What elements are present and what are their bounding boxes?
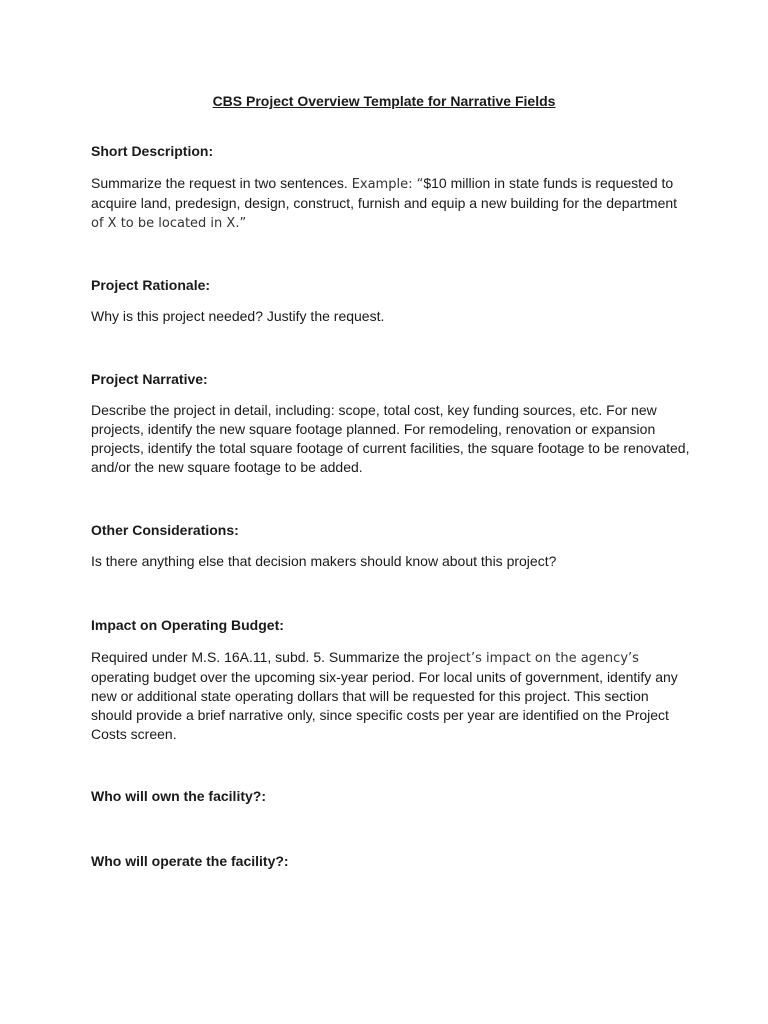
section-body: Why is this project needed? Justify the request.: [91, 308, 385, 324]
body-text: in state funds is requested to acquire land, predesign, design, construct, furnish and equip a new building for the department: [91, 175, 678, 211]
section-heading: Impact on Operating Budget:: [91, 617, 284, 633]
example-text: Example: “: [351, 177, 424, 192]
section-heading: Project Narrative:: [91, 371, 208, 387]
section-body: [91, 174, 691, 233]
section-facility-operator: [91, 852, 691, 870]
section-impact-operating-budget: [91, 616, 691, 744]
document-title: CBS Project Overview Template for Narrative Fields: [212, 93, 556, 109]
section-facility-owner: [91, 787, 691, 805]
section-heading: Who will own the facility?:: [91, 788, 266, 804]
section-other-considerations: [91, 521, 691, 571]
section-heading: Who will operate the facility?:: [91, 853, 289, 869]
section-body: Describe the project in detail, including: scope, total cost, key funding sources, etc. For new projects, identify the new square footage planned. For remodeling, renovation or expansion projects, identify the total square footage of current facilities, the square footage to be renovated, and/or the new square footage to be added.: [91, 402, 690, 475]
example-amount: $10 million: [423, 175, 491, 191]
section-heading: Project Rationale:: [91, 277, 211, 293]
section-project-narrative: [91, 370, 691, 477]
section-project-rationale: [91, 276, 691, 326]
section-short-description: [91, 142, 691, 233]
body-text-alt: ject’s impact on the agency’s: [447, 651, 639, 666]
section-body: Is there anything else that decision makers should know about this project?: [91, 553, 557, 569]
section-heading: Other Considerations:: [91, 522, 239, 538]
example-text-end: of X to be located in X.”: [91, 216, 247, 231]
body-text: Summarize the request in two sentences.: [91, 175, 352, 191]
section-body: [91, 648, 691, 744]
section-heading: Short Description:: [91, 143, 214, 159]
body-text: Required under M.S. 16A.11, subd. 5. Summarize the pro: [91, 649, 448, 665]
body-text: operating budget over the upcoming six-year period. For local units of government, identify any new or additional state operating dollars that will be requested for this project. This section should provide a brief narrative only, since specific costs per year are identified on the Project Costs screen.: [91, 669, 678, 742]
